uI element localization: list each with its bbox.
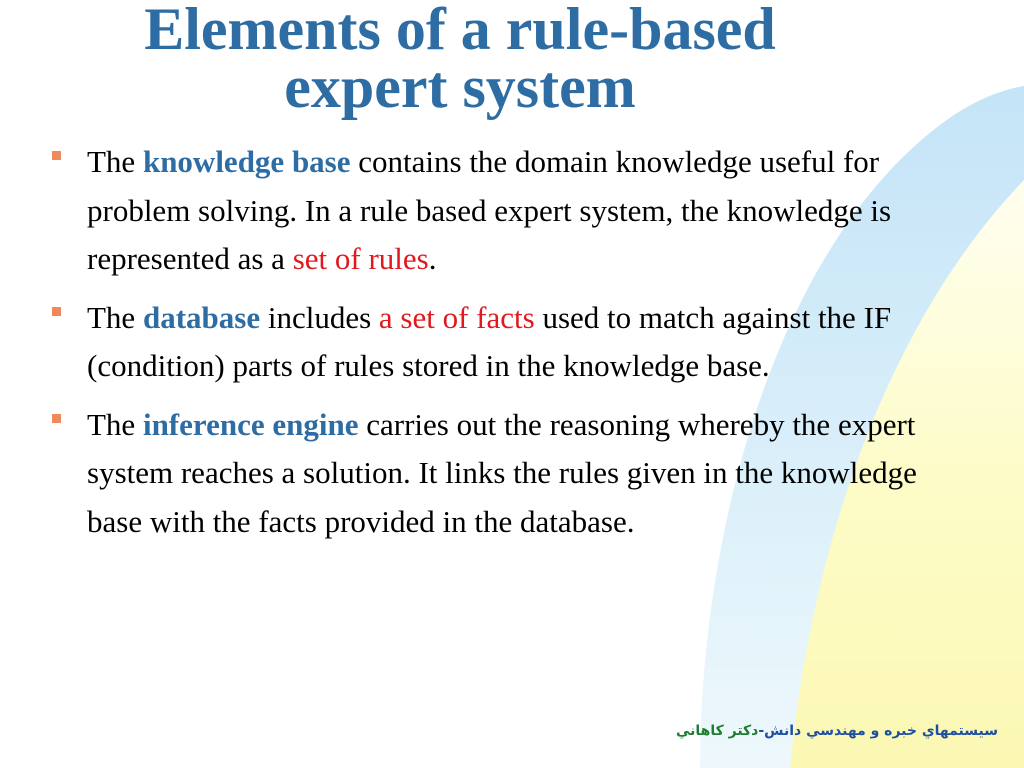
footer-course-name: سيستمهاي خبره و مهندسي دانش- xyxy=(758,723,998,739)
title-line-2: expert system xyxy=(284,54,636,120)
keyword-database: database xyxy=(142,299,261,335)
slide-title xyxy=(40,0,880,120)
bullet-item-database xyxy=(46,294,946,391)
bullet-text: The knowledge base contains the domain knowledge useful for problem solving. In a rule based expert system, the knowledge is represented as a set of rules. xyxy=(87,144,892,276)
title-line-1: Elements of a rule-based xyxy=(144,0,776,62)
footer-caption xyxy=(676,723,998,739)
keyword-inference-engine: inference engine xyxy=(142,406,359,442)
bullet-item-knowledge-base xyxy=(46,138,946,284)
footer-author: دكتر كاهاني xyxy=(675,723,759,739)
highlight-set-of-rules: set of rules xyxy=(292,241,429,276)
bullet-text: The inference engine carries out the reasoning whereby the expert system reaches a solution. It links the rules given in the knowledge base with the facts provided in the database. xyxy=(87,406,917,539)
bullet-text: The database includes a set of facts used to match against the IF (condition) parts of rules stored in the knowledge base. xyxy=(87,299,892,383)
keyword-knowledge-base: knowledge base xyxy=(142,144,351,179)
square-bullet-icon xyxy=(52,307,61,316)
bullet-item-inference-engine xyxy=(46,401,946,547)
highlight-set-of-facts: a set of facts xyxy=(378,299,535,335)
square-bullet-icon xyxy=(52,151,61,160)
bullet-list xyxy=(46,138,946,556)
square-bullet-icon xyxy=(52,414,61,423)
